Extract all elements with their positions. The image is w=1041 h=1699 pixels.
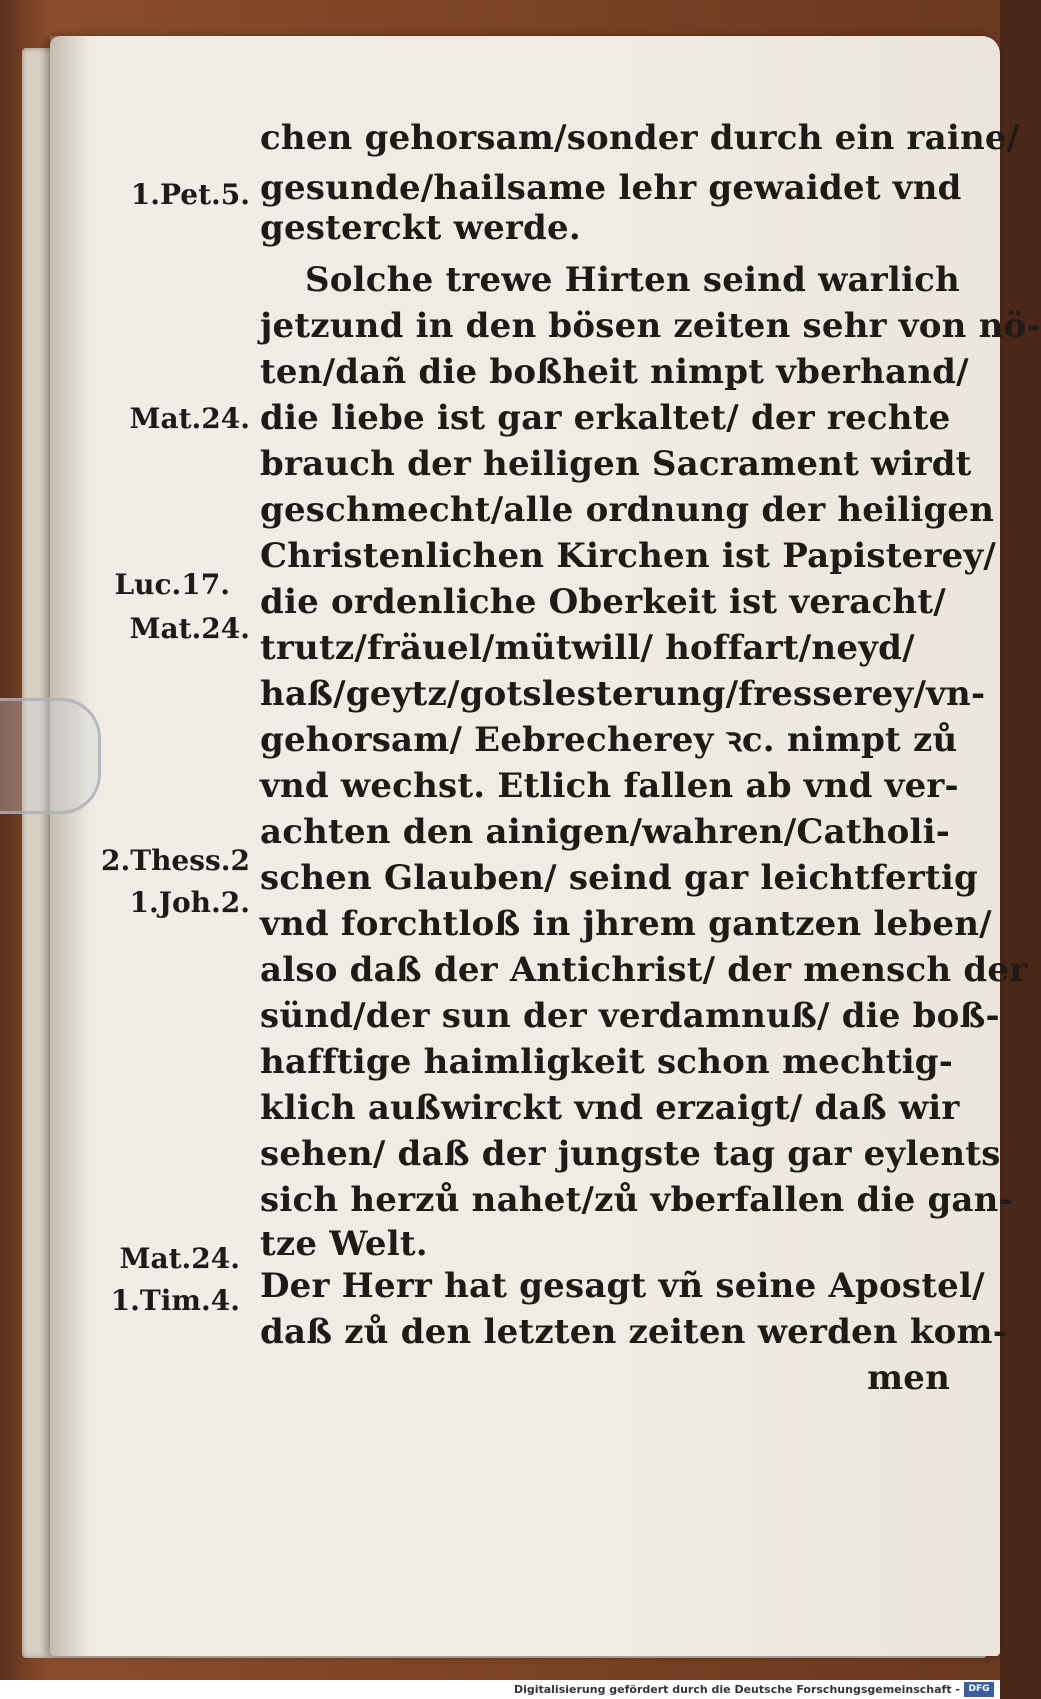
text-line: schen Glauben/ seind gar leichtfertig xyxy=(260,858,978,898)
margin-note: 2.Thess.2 xyxy=(101,844,250,877)
text-line: hafftige haimligkeit schon mechtig- xyxy=(260,1042,954,1082)
text-line: sehen/ daß der jungste tag gar eylents xyxy=(260,1134,1001,1174)
catchword: men xyxy=(867,1358,950,1398)
text-line: achten den ainigen/wahren/Catholi- xyxy=(260,812,951,852)
text-line: sich herzů nahet/zů vberfallen die gan- xyxy=(260,1180,1013,1220)
text-line: geschmecht/alle ordnung der heiligen xyxy=(260,490,995,530)
text-line: chen gehorsam/sonder durch ein raine/ xyxy=(260,118,1020,158)
margin-note: Mat.24. xyxy=(129,612,250,645)
margin-note: 1.Joh.2. xyxy=(129,886,250,919)
text-line: vnd wechst. Etlich fallen ab vnd ver- xyxy=(260,766,959,806)
text-line: also daß der Antichrist/ der mensch der xyxy=(260,950,1028,990)
text-line: gesterckt werde. xyxy=(260,208,581,248)
text-line: vnd forchtloß in jhrem gantzen leben/ xyxy=(260,904,992,944)
text-line: Solche trewe Hirten seind warlich xyxy=(305,260,960,300)
margin-note: Mat.24. xyxy=(129,402,250,435)
text-line: die liebe ist gar erkaltet/ der rechte xyxy=(260,398,951,438)
footer-credit: Digitalisierung gefördert durch die Deutsche Forschungsgemeinschaft - xyxy=(513,1683,960,1696)
text-line: daß zů den letzten zeiten werden kom- xyxy=(260,1312,1007,1352)
text-line: gesunde/hailsame lehr gewaidet vnd xyxy=(260,168,962,208)
margin-note: Mat.24. xyxy=(119,1242,240,1275)
dfg-logo: DFG xyxy=(964,1682,994,1697)
margin-note: 1.Pet.5. xyxy=(130,178,250,211)
digitization-footer xyxy=(0,1680,1000,1699)
text-line: brauch der heiligen Sacrament wirdt xyxy=(260,444,972,484)
text-line: Der Herr hat gesagt vñ seine Apostel/ xyxy=(260,1266,985,1306)
text-line: die ordenliche Oberkeit ist veracht/ xyxy=(260,582,946,622)
text-line: haß/geytz/gotslesterung/fresserey/vn- xyxy=(260,674,986,714)
margin-note: 1.Tim.4. xyxy=(110,1284,240,1317)
text-line: jetzund in den bösen zeiten sehr von nö- xyxy=(260,306,1041,346)
margin-note: Luc.17. xyxy=(114,568,230,601)
text-line: klich außwirckt vnd erzaigt/ daß wir xyxy=(260,1088,960,1128)
text-line: ten/dañ die boßheit nimpt vberhand/ xyxy=(260,352,969,392)
text-line: Christenlichen Kirchen ist Papisterey/ xyxy=(260,536,997,576)
text-line: tze Welt. xyxy=(260,1224,428,1264)
text-line: sünd/der sun der verdamnuß/ die boß- xyxy=(260,996,1000,1036)
text-line: gehorsam/ Eebrecherey ꝛc. nimpt zů xyxy=(260,720,958,760)
text-line: trutz/fräuel/mütwill/ hoffart/neyd/ xyxy=(260,628,915,668)
page-clip xyxy=(0,698,101,814)
